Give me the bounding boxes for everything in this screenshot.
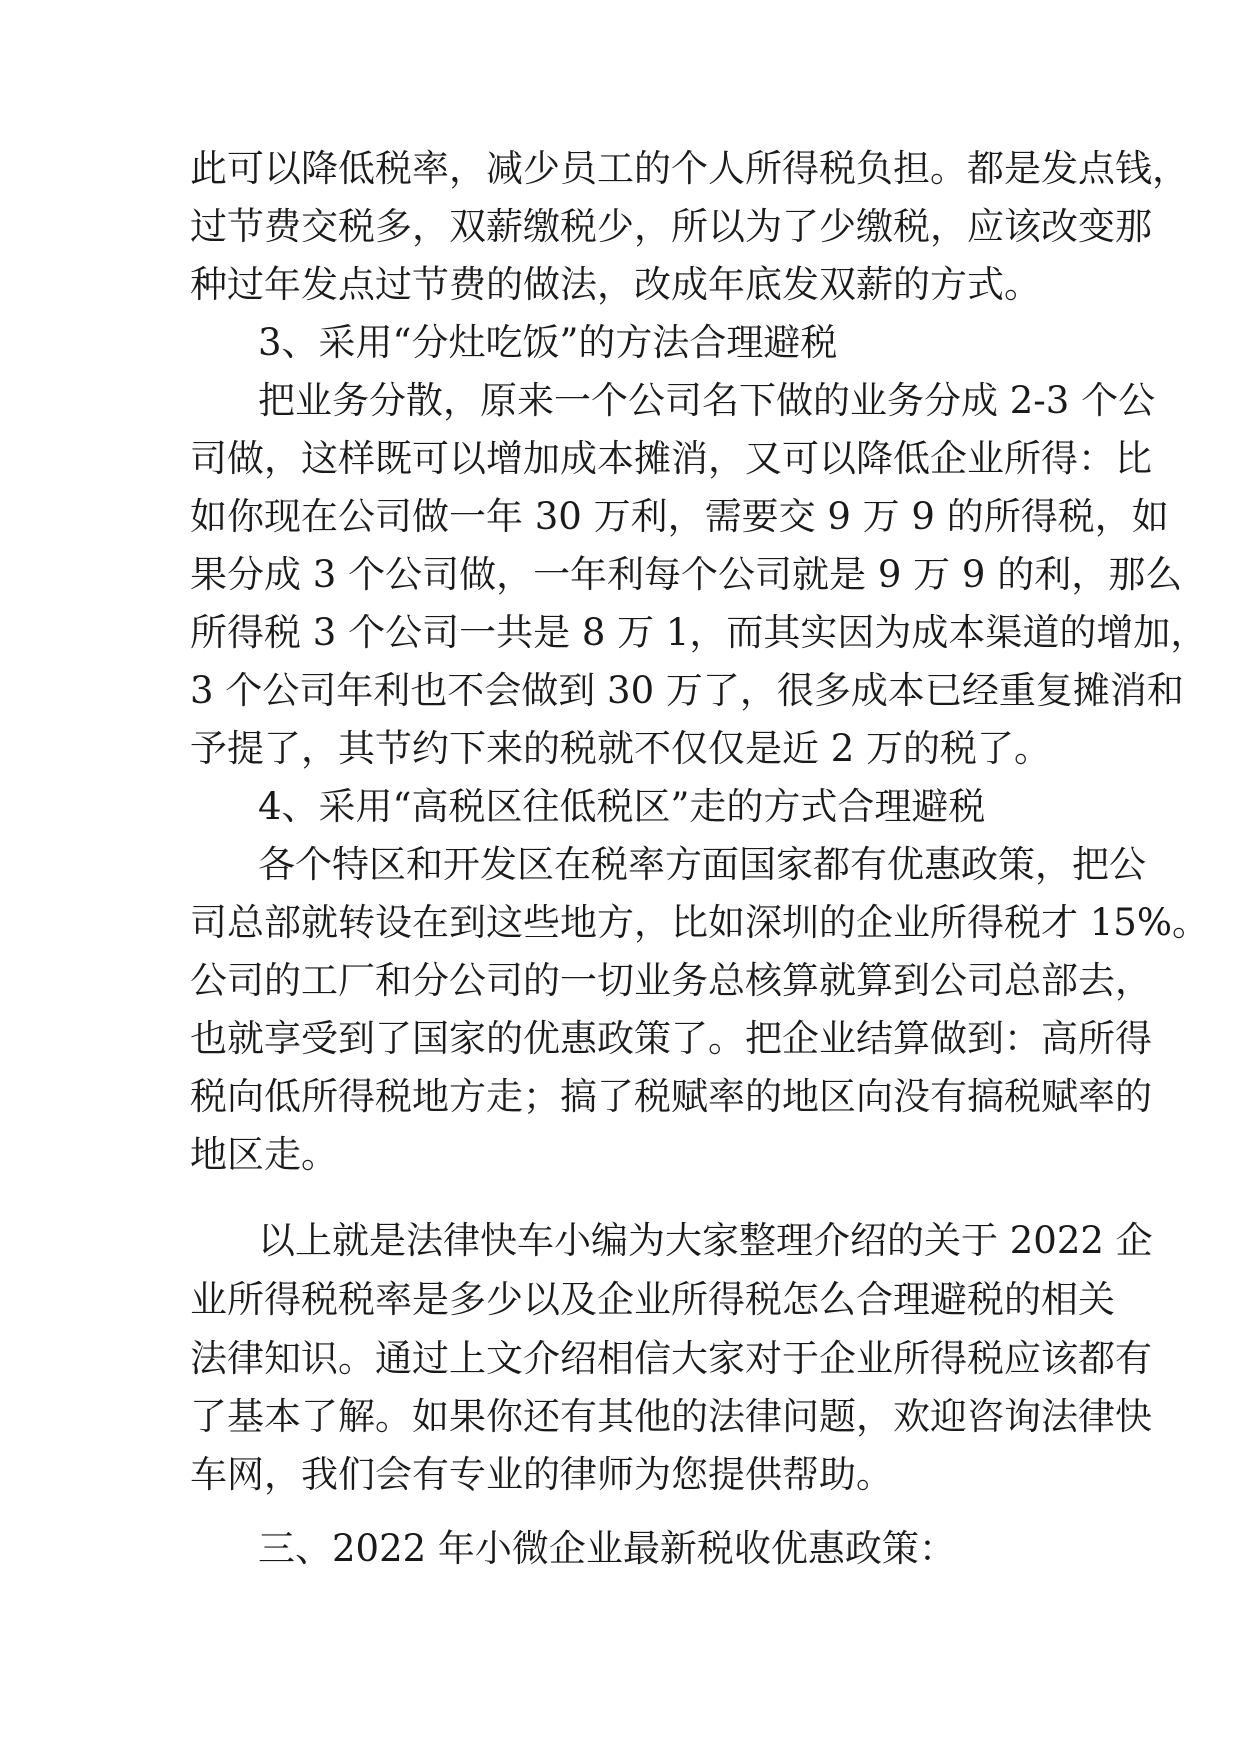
paragraph-line: 业所得税税率是多少以及企业所得税怎么合理避税的相关 [190,1278,1115,1321]
paragraph-line: 也就享受到了国家的优惠政策了。把企业结算做到：高所得 [190,1017,1152,1060]
paragraph-line: 司总部就转设在到这些地方，比如深圳的企业所得税才 15%。 [190,901,1209,944]
paragraph-line: 司做，这样既可以增加成本摊消，又可以降低企业所得：比 [190,437,1152,480]
paragraph-line: 种过年发点过节费的做法，改成年底发双薪的方式。 [190,263,1041,306]
section-heading-3: 3、采用“分灶吃饭”的方法合理避税 [258,321,838,364]
paragraph-line: 法律知识。通过上文介绍相信大家对于企业所得税应该都有 [190,1337,1152,1380]
section-heading-three: 三、2022 年小微企业最新税收优惠政策： [258,1527,956,1570]
paragraph-line: 税向低所得税地方走；搞了税赋率的地区向没有搞税赋率的 [190,1075,1152,1118]
paragraph-line: 以上就是法律快车小编为大家整理介绍的关于 2022 企 [258,1219,1153,1262]
section-heading-4: 4、采用“高税区往低税区”走的方式合理避税 [258,785,986,828]
paragraph-line: 了基本了解。如果你还有其他的法律问题，欢迎咨询法律快 [190,1395,1152,1438]
paragraph-line: 各个特区和开发区在税率方面国家都有优惠政策，把公 [258,843,1146,886]
paragraph-line: 公司的工厂和分公司的一切业务总核算就算到公司总部去， [190,959,1152,1002]
paragraph-line: 3 个公司年利也不会做到 30 万了，很多成本已经重复摊消和 [190,669,1184,712]
paragraph-line: 如你现在公司做一年 30 万利，需要交 9 万 9 的所得税，如 [190,495,1169,538]
paragraph-line: 把业务分散，原来一个公司名下做的业务分成 2-3 个公 [258,379,1156,422]
paragraph-line: 此可以降低税率，减少员工的个人所得税负担。都是发点钱， [190,147,1189,190]
paragraph-line: 所得税 3 个公司一共是 8 万 1，而其实因为成本渠道的增加， [190,611,1208,654]
paragraph-line: 地区走。 [190,1133,338,1176]
paragraph-line: 过节费交税多，双薪缴税少，所以为了少缴税，应该改变那 [190,205,1152,248]
paragraph-line: 果分成 3 个公司做，一年利每个公司就是 9 万 9 的利，那么 [190,553,1183,596]
paragraph-line: 予提了，其节约下来的税就不仅仅是近 2 万的税了。 [190,727,1052,770]
paragraph-line: 车网，我们会有专业的律师为您提供帮助。 [190,1453,893,1496]
